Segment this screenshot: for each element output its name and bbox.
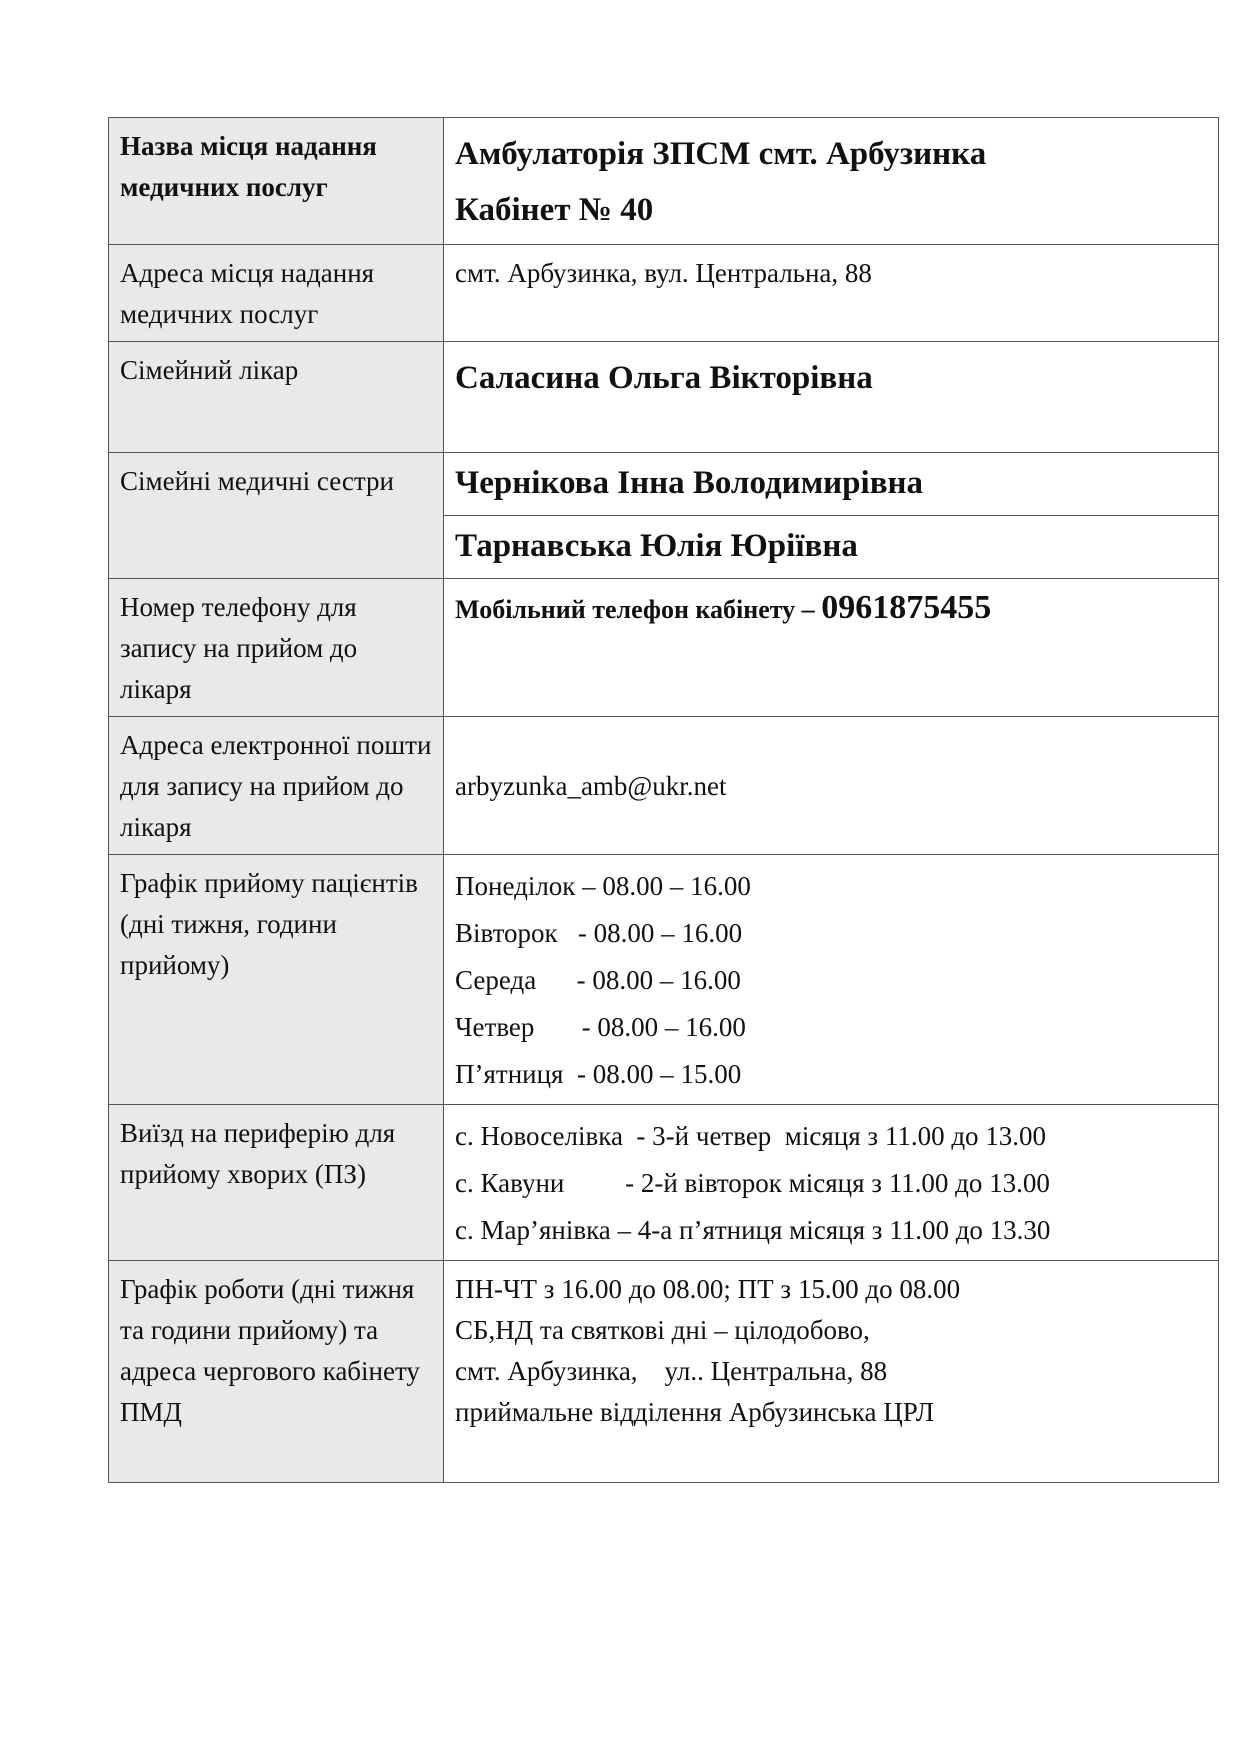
phone-prefix: Мобільний телефон кабінету – [455, 595, 822, 624]
row-duty [109, 1261, 1219, 1483]
label-schedule: Графік прийому пацієнтів (дні тижня, години прийому) [109, 855, 444, 1105]
duty-line: ПН-ЧТ з 16.00 до 08.00; ПТ з 15.00 до 08.00 [455, 1274, 961, 1304]
periphery-line: с. Мар’янівка – 4-а п’ятниця місяця з 11.00 до 13.30 [455, 1215, 1051, 1245]
duty-line: приймальне відділення Арбузинська ЦРЛ [455, 1397, 934, 1427]
row-schedule [109, 855, 1219, 1105]
duty-line: смт. Арбузинка, ул.. Центральна, 88 [455, 1356, 888, 1386]
value-email: arbyzunka_amb@ukr.net [444, 717, 1219, 855]
clinic-name: Амбулаторія ЗПСМ смт. Арбузинка [455, 136, 987, 172]
schedule-line: П’ятниця - 08.00 – 15.00 [455, 1059, 742, 1089]
duty-line: СБ,НД та святкові дні – цілодобово, [455, 1315, 870, 1345]
schedule-line: Четвер - 08.00 – 16.00 [455, 1012, 746, 1042]
value-doctor: Саласина Ольга Вікторівна [444, 342, 1219, 453]
periphery-line: с. Новоселівка - 3-й четвер місяця з 11.00 до 13.00 [455, 1121, 1047, 1151]
schedule-line: Понеділок – 08.00 – 16.00 [455, 871, 751, 901]
value-nurse-1: Чернікова Інна Володимирівна [444, 453, 1219, 516]
schedule-line: Середа - 08.00 – 16.00 [455, 965, 741, 995]
label-address: Адреса місця надання медичних послуг [109, 245, 444, 342]
label-name: Назва місця надання медичних послуг [109, 118, 444, 245]
periphery-line: с. Кавуни - 2-й вівторок місяця з 11.00 до 13.00 [455, 1168, 1050, 1198]
label-email: Адреса електронної пошти для запису на прийом до лікаря [109, 717, 444, 855]
cabinet-number: Кабінет № 40 [455, 192, 654, 228]
label-doctor: Сімейний лікар [109, 342, 444, 453]
schedule-line: Вівторок - 08.00 – 16.00 [455, 918, 743, 948]
phone-number: 0961875455 [821, 589, 992, 626]
value-duty [444, 1261, 1219, 1483]
row-nurse-1 [109, 453, 1219, 516]
row-name [109, 118, 1219, 245]
clinic-info-table [108, 117, 1219, 1483]
value-nurse-2: Тарнавська Юлія Юріївна [444, 516, 1219, 579]
value-phone [444, 579, 1219, 717]
label-nurses: Сімейні медичні сестри [109, 453, 444, 579]
value-name [444, 118, 1219, 245]
label-phone: Номер телефону для запису на прийом до лікаря [109, 579, 444, 717]
row-phone [109, 579, 1219, 717]
label-periphery: Виїзд на периферію для прийому хворих (ПЗ) [109, 1105, 444, 1261]
label-duty: Графік роботи (дні тижня та години прийому) та адреса чергового кабінету ПМД [109, 1261, 444, 1483]
row-periphery [109, 1105, 1219, 1261]
value-address: смт. Арбузинка, вул. Центральна, 88 [444, 245, 1219, 342]
value-schedule [444, 855, 1219, 1105]
row-address [109, 245, 1219, 342]
value-periphery [444, 1105, 1219, 1261]
row-email [109, 717, 1219, 855]
row-doctor [109, 342, 1219, 453]
